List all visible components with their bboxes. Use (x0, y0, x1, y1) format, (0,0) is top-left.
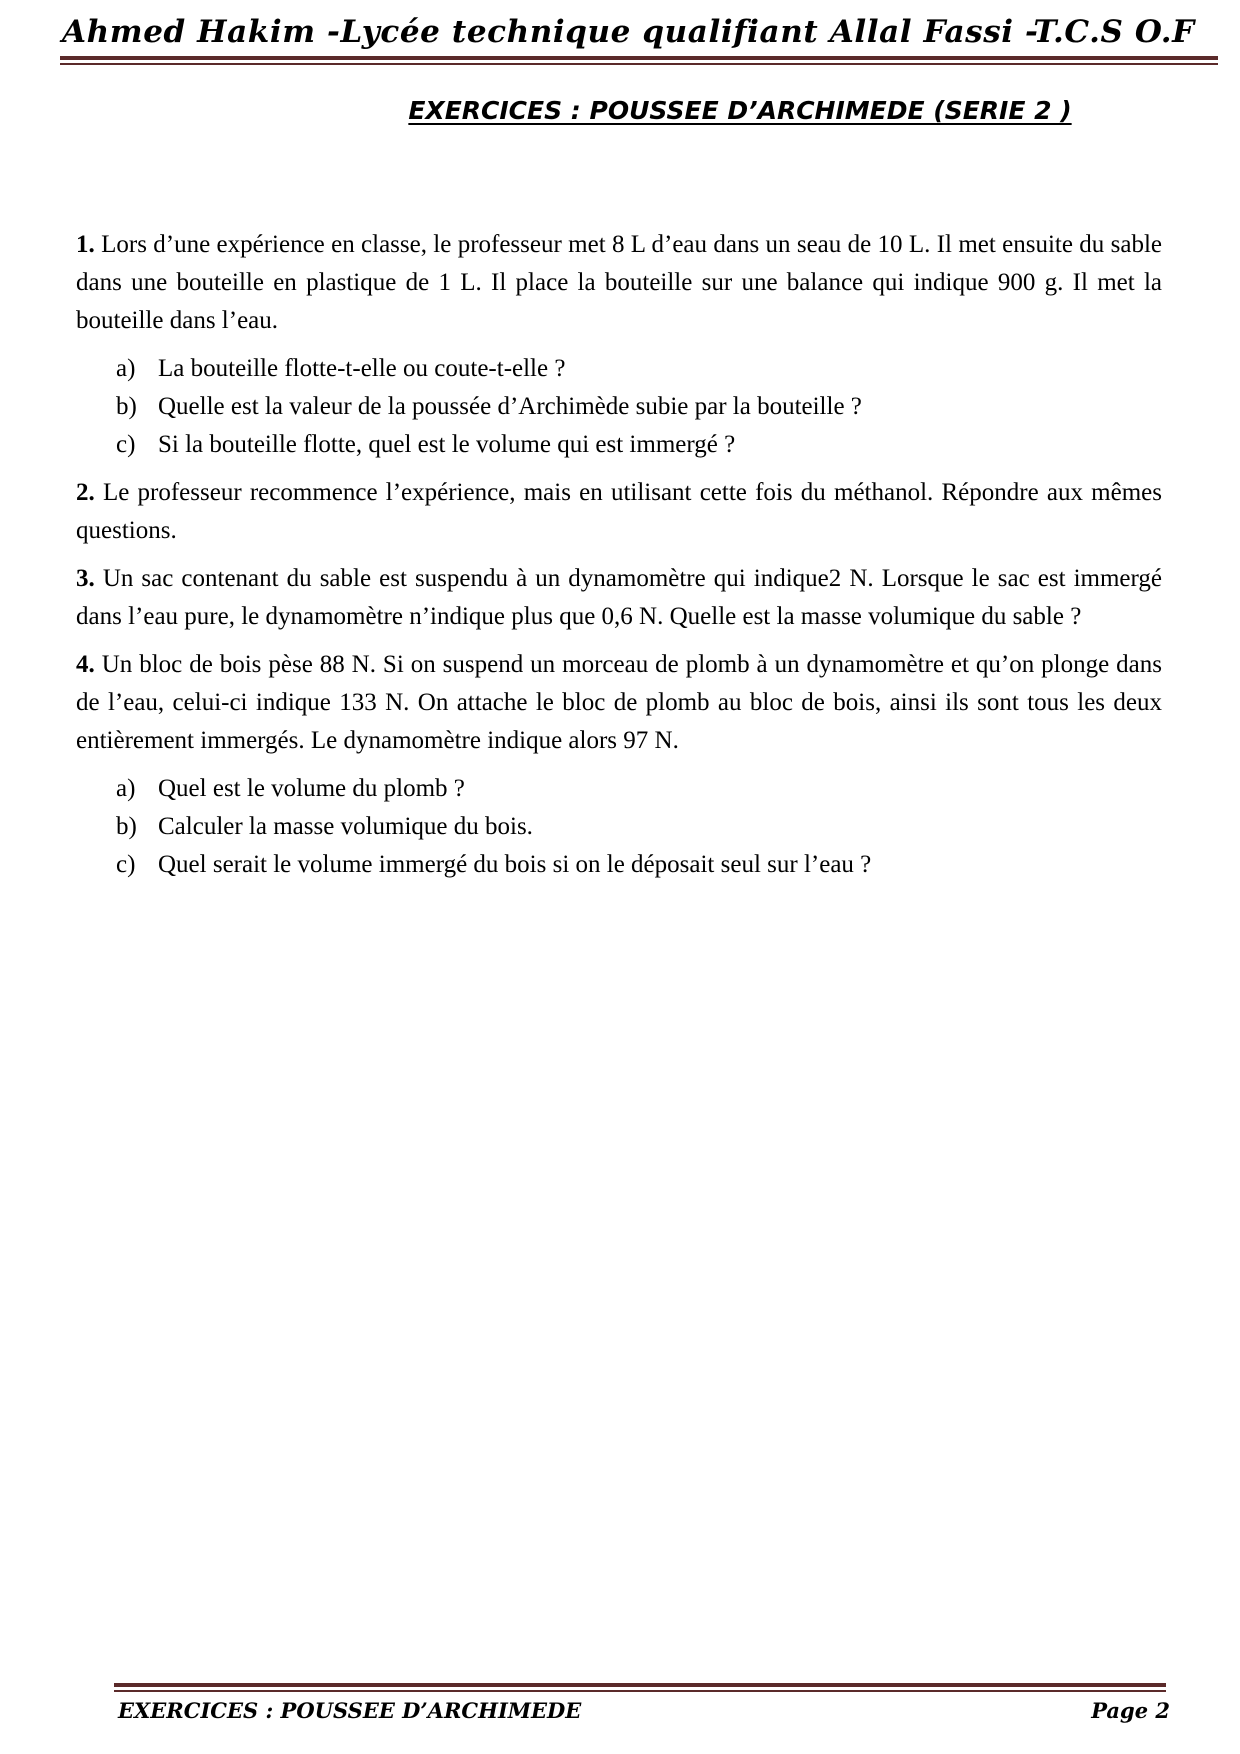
exercise-3 (76, 560, 1162, 636)
exercise-list (76, 226, 1162, 894)
exercise-number: 2. (76, 479, 95, 506)
page-header-title: Ahmed Hakim -Lycée technique qualifiant Allal Fassi -T.C.S O.F (62, 14, 1195, 50)
footer-page-number: Page 2 (1091, 1698, 1170, 1723)
question-label: c) (116, 851, 136, 878)
question-label: a) (116, 355, 136, 382)
question-label: b) (116, 393, 137, 420)
exercise-text: Lors d’une expérience en classe, le professeur met 8 L d’eau dans un seau de 10 L. Il met ensuite du sable dans une bouteille en plastique de 1 L. Il place la bouteille sur une balance qui indique 900 g. Il met la bouteille dans l’eau. (76, 231, 1163, 334)
question-text: La bouteille flotte-t-elle ou coute-t-elle ? (158, 355, 566, 382)
exercise-4-questions (76, 770, 1162, 884)
exercise-text: Un sac contenant du sable est suspendu à un dynamomètre qui indique2 N. Lorsque le sac est immergé dans l’eau pure, le dynamomètre n’indique plus que 0,6 N. Quelle est la masse volumique du sable ? (76, 565, 1162, 630)
question-label: b) (116, 813, 137, 840)
exercise-1 (76, 226, 1162, 340)
exercise-2 (76, 474, 1162, 550)
question-item (116, 350, 1162, 388)
exercise-text: Le professeur recommence l’expérience, mais en utilisant cette fois du méthanol. Répondre aux mêmes questions. (76, 479, 1162, 544)
exercise-number: 3. (76, 565, 95, 592)
question-item (116, 426, 1162, 464)
footer-document-name: EXERCICES : POUSSEE D’ARCHIMEDE (118, 1698, 582, 1723)
question-item (116, 846, 1162, 884)
question-text: Quelle est la valeur de la poussée d’Archimède subie par la bouteille ? (158, 393, 862, 420)
header-rule-thick (60, 56, 1218, 60)
question-text: Calculer la masse volumique du bois. (158, 813, 533, 840)
exercise-1-questions (76, 350, 1162, 464)
footer-rule-thick (114, 1683, 1166, 1687)
question-item (116, 808, 1162, 846)
exercise-text: Un bloc de bois pèse 88 N. Si on suspend un morceau de plomb à un dynamomètre et qu’on plonge dans de l’eau, celui-ci indique 133 N. On attache le bloc de plomb au bloc de bois, ainsi ils sont tous les deux entièrement immergés. Le dynamomètre indique alors 97 N. (76, 651, 1163, 754)
exercise-number: 4. (76, 651, 95, 678)
header-rule-thin (60, 63, 1218, 65)
question-label: c) (116, 431, 136, 458)
question-text: Quel est le volume du plomb ? (158, 775, 465, 802)
footer-rule-thin (114, 1690, 1166, 1692)
exercise-number: 1. (76, 231, 95, 258)
question-text: Quel serait le volume immergé du bois si on le déposait seul sur l’eau ? (158, 851, 872, 878)
document-title: EXERCICES : POUSSEE D’ARCHIMEDE (SERIE 2 ) (408, 96, 1072, 125)
question-item (116, 388, 1162, 426)
question-text: Si la bouteille flotte, quel est le volume qui est immergé ? (158, 431, 736, 458)
exercise-4 (76, 646, 1162, 760)
question-item (116, 770, 1162, 808)
question-label: a) (116, 775, 136, 802)
